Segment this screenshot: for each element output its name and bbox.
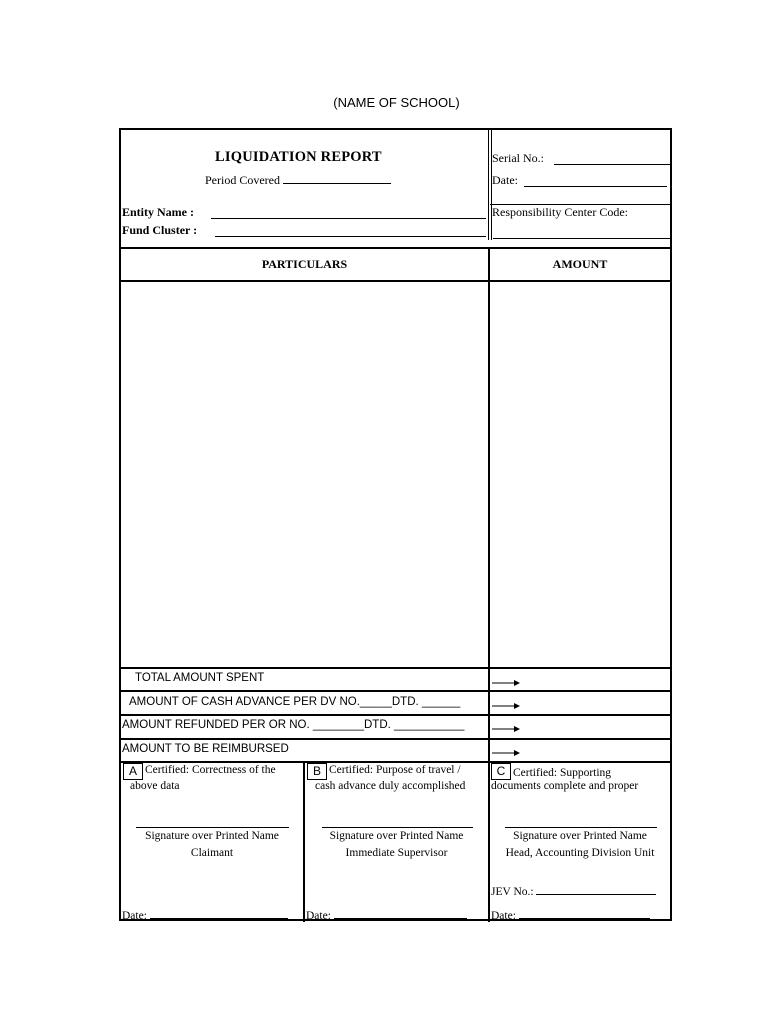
cert-c-line1: Certified: Supporting	[513, 767, 612, 779]
cert-c-jev-field[interactable]	[536, 883, 656, 895]
amount-column-divider	[488, 248, 490, 763]
cert-c-jev	[491, 883, 656, 898]
header-divider-left	[488, 130, 489, 240]
resp-center-field[interactable]	[493, 238, 670, 239]
period-label: Period Covered	[205, 173, 280, 187]
fund-field[interactable]	[215, 236, 486, 237]
summary-line-3	[121, 738, 670, 740]
right-arrow-icon	[492, 725, 520, 733]
body-bottom-line	[121, 667, 670, 669]
resp-center-label: Responsibility Center Code:	[492, 205, 628, 219]
cert-b-date-label: Date:	[306, 910, 331, 922]
cert-divider-bc	[488, 762, 490, 922]
amount-reimbursed-row: AMOUNT TO BE REIMBURSED	[122, 743, 289, 755]
cert-b-role: Immediate Supervisor	[345, 847, 448, 859]
cert-a-date	[122, 907, 288, 922]
cert-c-date-field[interactable]	[519, 907, 650, 919]
cert-b-line2: cash advance duly accomplished	[315, 780, 466, 792]
amount-refunded-row: AMOUNT REFUNDED PER OR NO. ________DTD. ___________	[122, 719, 465, 731]
date-field[interactable]	[524, 186, 667, 187]
particulars-header: PARTICULARS	[261, 257, 348, 271]
cert-a-signature-label: Signature over Printed Name	[145, 830, 279, 842]
cert-divider-ab	[303, 762, 305, 922]
cert-a-date-label: Date:	[122, 910, 147, 922]
cert-a-line2: above data	[130, 780, 180, 792]
cert-b-date-field[interactable]	[334, 907, 467, 919]
period-covered	[205, 172, 391, 188]
serial-field[interactable]	[554, 164, 670, 165]
cert-b-signature-line[interactable]	[322, 827, 473, 828]
cert-b-date	[306, 907, 467, 922]
cert-c-signature-label: Signature over Printed Name	[513, 830, 647, 842]
cert-a-signature-line[interactable]	[136, 827, 289, 828]
cert-c-signature-line[interactable]	[505, 827, 657, 828]
report-title: LIQUIDATION REPORT	[215, 149, 382, 165]
serial-label: Serial No.:	[492, 151, 544, 165]
date-label: Date:	[492, 173, 518, 187]
cash-advance-row: AMOUNT OF CASH ADVANCE PER DV NO._____DTD. ______	[129, 696, 461, 708]
summary-line-1	[121, 690, 670, 692]
right-arrow-icon	[492, 702, 520, 710]
summary-line-4	[121, 761, 670, 763]
amount-header: AMOUNT	[552, 257, 608, 271]
period-field[interactable]	[283, 172, 391, 184]
cert-c-box: C	[491, 763, 511, 780]
cert-c-line2: documents complete and proper	[491, 780, 639, 792]
entity-field[interactable]	[211, 218, 486, 219]
cert-b-line1: Certified: Purpose of travel /	[329, 764, 461, 776]
cert-b-box: B	[307, 763, 327, 780]
liquidation-form	[119, 128, 672, 921]
total-amount-spent: TOTAL AMOUNT SPENT	[135, 672, 265, 684]
cert-c-date	[491, 907, 650, 922]
cert-a-role: Claimant	[190, 847, 234, 859]
summary-line-2	[121, 714, 670, 716]
fund-label: Fund Cluster :	[122, 223, 198, 237]
header-bottom-line	[121, 247, 670, 249]
cert-a-date-field[interactable]	[150, 907, 288, 919]
cert-c-role: Head, Accounting Division Unit	[505, 847, 655, 859]
school-name: (NAME OF SCHOOL)	[333, 95, 460, 110]
cert-a-line1: Certified: Correctness of the	[145, 764, 276, 776]
cert-c-date-label: Date:	[491, 910, 516, 922]
column-header-bottom-line	[121, 280, 670, 282]
right-arrow-icon	[492, 679, 520, 687]
cert-a-box: A	[123, 763, 143, 780]
entity-label: Entity Name :	[122, 205, 194, 219]
cert-b-signature-label: Signature over Printed Name	[329, 830, 464, 842]
cert-c-jev-label: JEV No.:	[491, 886, 534, 898]
right-arrow-icon	[492, 749, 520, 757]
